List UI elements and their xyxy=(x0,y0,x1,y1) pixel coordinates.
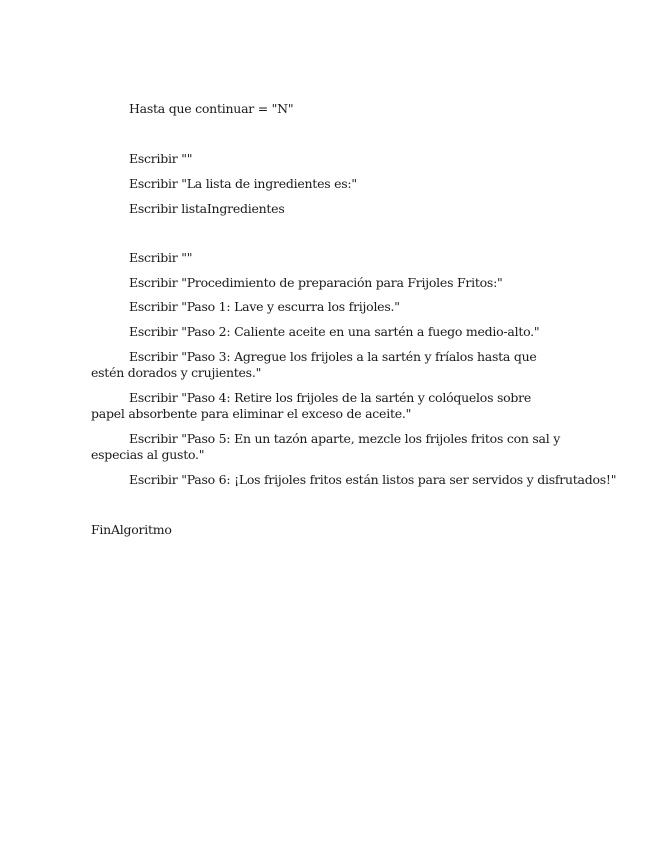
code-line-hasta: Hasta que continuar = "N" xyxy=(129,101,294,116)
code-line-escribir-empty-2: Escribir "" xyxy=(129,250,193,265)
code-line-step-2: Escribir "Paso 2: Caliente aceite en una sartén a fuego medio-alto." xyxy=(129,324,540,339)
code-line-end-algorithm: FinAlgoritmo xyxy=(91,522,172,537)
code-line-procedure-header: Escribir "Procedimiento de preparación para Frijoles Fritos:" xyxy=(129,275,503,290)
code-line-escribir-empty-1: Escribir "" xyxy=(129,151,193,166)
code-line-step-6: Escribir "Paso 6: ¡Los frijoles fritos están listos para ser servidos y disfrutados!" xyxy=(129,472,617,487)
code-line-step-3: Escribir "Paso 3: Agregue los frijoles a la sartén y fríalos hasta que estén dorados y crujientes." xyxy=(91,349,537,380)
code-line-ingredients-header: Escribir "La lista de ingredientes es:" xyxy=(129,176,357,191)
code-line-step-1: Escribir "Paso 1: Lave y escurra los frijoles." xyxy=(129,299,400,314)
code-line-ingredients-list: Escribir listaIngredientes xyxy=(129,201,285,216)
code-line-step-4: Escribir "Paso 4: Retire los frijoles de la sartén y colóquelos sobre papel absorbente para eliminar el exceso de aceite." xyxy=(91,390,532,421)
code-line-step-5: Escribir "Paso 5: En un tazón aparte, mezcle los frijoles fritos con sal y especias al gusto." xyxy=(91,431,561,462)
